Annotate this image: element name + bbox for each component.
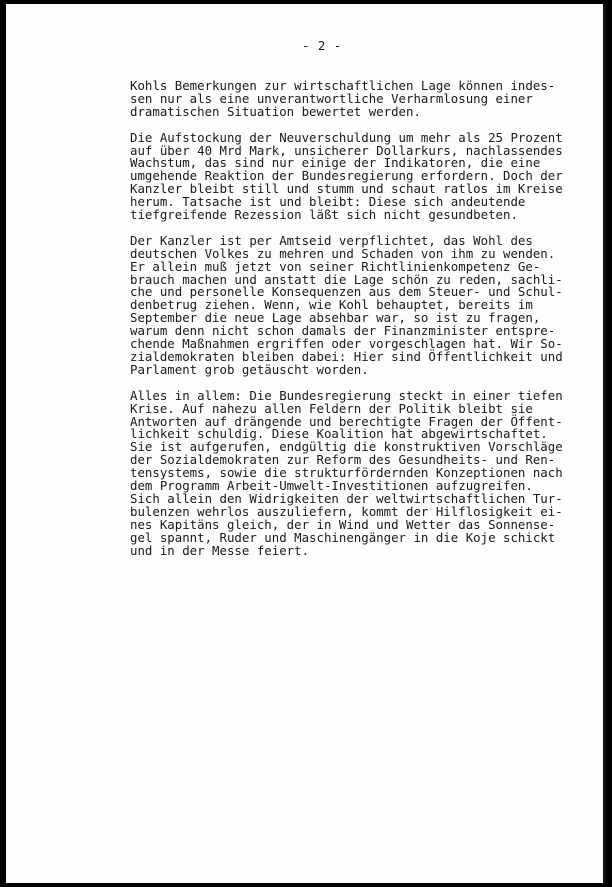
text-line: tensystems, sowie die strukturfördernden Konzeptionen nach: [130, 465, 563, 481]
text-line: warum denn nicht schon damals der Finanzminister entspre-: [130, 323, 556, 339]
text-line: auf über 40 Mrd Mark, unsicherer Dollarkurs, nachlassendes: [130, 142, 563, 158]
text-line: sen nur als eine unverantwortliche Verharmlosung einer: [130, 90, 533, 106]
text-line: umgehende Reaktion der Bundesregierung erfordern. Doch der: [130, 168, 563, 184]
text-line: dem Programm Arbeit-Umwelt-Investitionen aufzugreifen.: [130, 478, 533, 494]
text-line: gel spannt, Ruder und Maschinengänger in die Koje schickt: [130, 529, 556, 545]
paragraph: [130, 387, 563, 558]
text-line: Krise. Auf nahezu allen Feldern der Politik bleibt sie: [130, 400, 533, 416]
text-line: che und personelle Konsequenzen aus dem Steuer- und Schul-: [130, 284, 563, 300]
text-line: Er allein muß jetzt von seiner Richtlinienkompetenz Ge-: [130, 258, 541, 274]
text-line: brauch machen und anstatt die Lage schön zu reden, sachli-: [130, 271, 563, 287]
text-line: Der Kanzler ist per Amtseid verpflichtet, das Wohl des: [130, 232, 533, 248]
document-page: [6, 4, 606, 883]
text-line: Kanzler bleibt still und stumm und schaut ratlos im Kreise: [130, 181, 563, 197]
text-line: Kohls Bemerkungen zur wirtschaftlichen Lage können indes-: [130, 78, 556, 93]
text-line: Parlament grob getäuscht worden.: [130, 361, 369, 377]
text-line: lichkeit schuldig. Diese Koalition hat abgewirtschaftet.: [130, 426, 548, 442]
text-line: der Sozialdemokraten zur Reform des Gesundheits- und Ren-: [130, 452, 556, 468]
text-line: denbetrug ziehen. Wenn, wie Kohl behauptet, bereits im: [130, 297, 533, 313]
text-line: Die Aufstockung der Neuverschuldung um mehr als 25 Prozent: [130, 129, 563, 145]
page-number: - 2 -: [302, 38, 342, 53]
text-line: Alles in allem: Die Bundesregierung steckt in einer tiefen: [130, 387, 563, 403]
text-line: und in der Messe feiert.: [130, 542, 310, 558]
text-line: Antworten auf drängende und berechtigte Fragen der Öffent-: [130, 413, 563, 429]
text-line: zialdemokraten bleiben dabei: Hier sind Öffentlichkeit und: [130, 349, 563, 364]
text-line: deutschen Volkes zu mehren und Schaden von ihm zu wenden.: [130, 245, 556, 261]
text-line: dramatischen Situation bewertet werden.: [130, 103, 421, 119]
paragraph: [130, 78, 556, 119]
text-line: Sich allein den Widrigkeiten der weltwirtschaftlichen Tur-: [130, 490, 563, 506]
paragraph: [130, 129, 563, 223]
text-line: bulenzen wehrlos auszuliefern, kommt der Hilflosigkeit ei-: [130, 503, 563, 519]
document-body: [130, 78, 563, 570]
text-line: herum. Tatsache ist und bleibt: Diese sich andeutende: [130, 194, 526, 210]
text-line: Sie ist aufgerufen, endgültig die konstruktiven Vorschläge: [130, 439, 563, 455]
text-line: Wachstum, das sind nur einige der Indikatoren, die eine: [130, 155, 541, 171]
text-line: chende Maßnahmen ergriffen oder vorgeschlagen hat. Wir So-: [130, 336, 563, 352]
page-edge-shadow: [603, 4, 606, 883]
text-line: September die neue Lage absehbar war, so ist zu fragen,: [130, 310, 541, 326]
text-line: nes Kapitäns gleich, der in Wind und Wetter das Sonnense-: [130, 516, 556, 532]
paragraph: [130, 232, 563, 377]
text-line: tiefgreifende Rezession läßt sich nicht gesundbeten.: [130, 207, 518, 223]
